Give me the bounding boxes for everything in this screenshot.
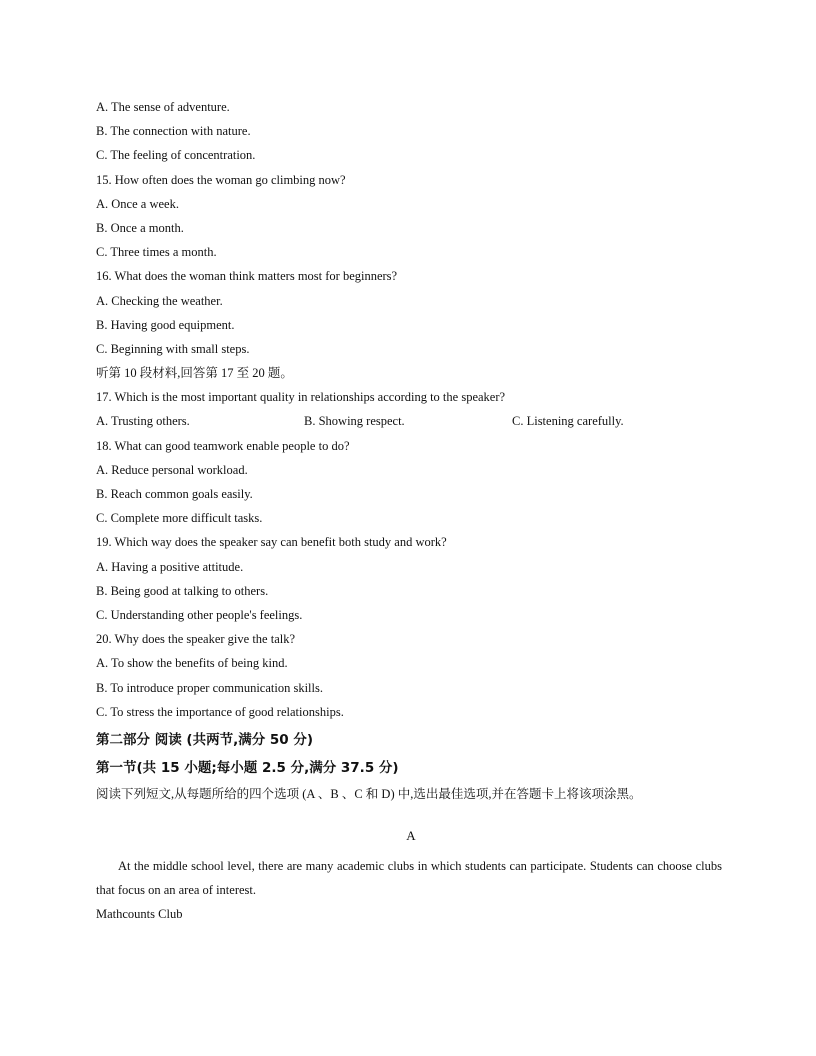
q19-option-b: B. Being good at talking to others. — [96, 583, 269, 598]
q16-question: 16. What does the woman think matters most for beginners? — [96, 269, 398, 284]
q20-option-c: C. To stress the importance of good relationships. — [96, 704, 344, 719]
passage-letter: A — [406, 827, 416, 843]
q15-option-a: A. Once a week. — [96, 196, 179, 211]
q19-option-c: C. Understanding other people's feelings. — [96, 607, 303, 622]
q15-question: 15. How often does the woman go climbing now? — [96, 172, 346, 187]
q20-option-b: B. To introduce proper communication skills. — [96, 680, 323, 695]
passage-paragraph: At the middle school level, there are many academic clubs in which students can participate. Students can choose clubs that focus on an area of interest. — [96, 858, 722, 898]
q14-option-a: A. The sense of adventure. — [96, 100, 230, 114]
q17-options-row — [96, 409, 726, 433]
q18-question: 18. What can good teamwork enable people to do? — [96, 438, 350, 453]
section-one-heading: 第一节(共 15 小题;每小题 2.5 分,满分 37.5 分) — [96, 759, 399, 776]
q17-question: 17. Which is the most important quality in relationships according to the speaker? — [96, 390, 506, 405]
material-10-instruction: 听第 10 段材料,回答第 17 至 20 题。 — [96, 366, 293, 381]
q18-option-a: A. Reduce personal workload. — [96, 462, 248, 477]
q16-option-a: A. Checking the weather. — [96, 293, 223, 308]
q16-option-c: C. Beginning with small steps. — [96, 341, 250, 356]
q17-option-a: A. Trusting others. — [96, 414, 190, 429]
q17-option-b: B. Showing respect. — [304, 414, 405, 429]
q20-question: 20. Why does the speaker give the talk? — [96, 632, 296, 647]
q16-option-b: B. Having good equipment. — [96, 317, 235, 332]
reading-instruction: 阅读下列短文,从每题所给的四个选项 (A 、B 、C 和 D) 中,选出最佳选项,并在答题卡上将该项涂黑。 — [96, 786, 642, 801]
q18-option-b: B. Reach common goals easily. — [96, 487, 253, 501]
exam-page — [96, 95, 726, 926]
passage-subheading: Mathcounts Club — [96, 907, 183, 922]
q14-option-b: B. The connection with nature. — [96, 124, 251, 139]
q17-option-c: C. Listening carefully. — [512, 414, 624, 429]
q20-option-a: A. To show the benefits of being kind. — [96, 656, 288, 671]
q15-option-b: B. Once a month. — [96, 220, 184, 235]
q18-option-c: C. Complete more difficult tasks. — [96, 511, 263, 526]
part-two-heading: 第二部分 阅读 (共两节,满分 50 分) — [96, 731, 314, 748]
q19-option-a: A. Having a positive attitude. — [96, 559, 244, 574]
q14-option-c: C. The feeling of concentration. — [96, 148, 256, 163]
q19-question: 19. Which way does the speaker say can benefit both study and work? — [96, 535, 447, 550]
q15-option-c: C. Three times a month. — [96, 245, 217, 260]
